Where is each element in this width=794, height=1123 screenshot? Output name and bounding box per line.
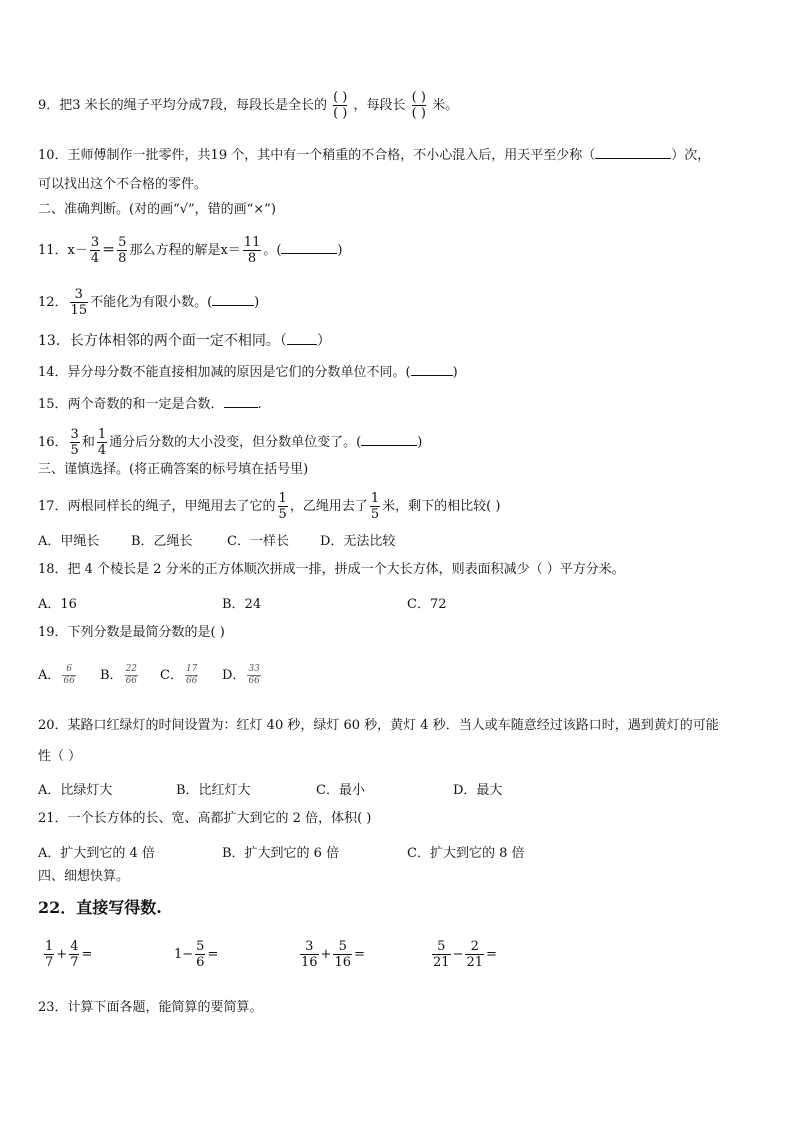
q21-option-b[interactable]: B．扩大到它的 6 倍 [222, 846, 340, 861]
q11-fraction-3: $\frac{11}{8}$ [243, 235, 261, 266]
q13-close: ） [316, 333, 331, 349]
question-15 [38, 394, 262, 414]
question-14 [38, 362, 458, 382]
question-23: 23．计算下面各题，能简算的要简算。 [38, 1000, 263, 1015]
q10-text-b: ）次， [671, 148, 711, 163]
q13-answer-blank[interactable] [287, 331, 317, 345]
q11-answer-blank[interactable] [281, 240, 337, 254]
q13-text: 13．长方体相邻的两个面一定不相同。（ [38, 333, 287, 349]
q10-text-c: 可以找出这个不合格的零件。 [38, 177, 208, 192]
q16-text: 通分后分数的大小没变，但分数单位变了。( [109, 435, 362, 450]
q11-text-c: 。( [263, 243, 282, 258]
q20-option-d[interactable]: D．最大 [453, 783, 503, 798]
q19-option-b[interactable]: B． $\frac{22}{66}$ [100, 664, 138, 686]
section-2-heading: 二、准确判断。(对的画“√”，错的画“×”) [38, 202, 276, 217]
question-13 [38, 331, 331, 350]
q9-text-b: ，每段长 [353, 98, 406, 113]
q20-option-c[interactable]: C．最小 [316, 783, 365, 798]
q19-option-a[interactable]: A． $\frac{6}{66}$ [38, 664, 75, 686]
q16-close: ) [417, 435, 423, 450]
q9-fraction-blank-1[interactable]: $\frac{( )}{( )}$ [333, 90, 348, 121]
q12-number: 12． [38, 295, 68, 310]
q9-fraction-blank-2[interactable]: $\frac{( )}{( )}$ [411, 90, 426, 121]
q14-close: ) [452, 365, 458, 380]
q17-option-b[interactable]: B．乙绳长 [131, 534, 193, 549]
q17-option-c[interactable]: C．一样长 [227, 534, 289, 549]
question-19: 19．下列分数是最简分数的是( ) [38, 625, 225, 640]
q20-option-a[interactable]: A．比绿灯大 [38, 783, 113, 798]
q11-fraction-2: $\frac{5}{8}$ [118, 235, 127, 266]
q22-item-2: 1− $\frac{5}{6}$ = [174, 939, 219, 970]
q15-end: . [257, 397, 262, 412]
q11-fraction-1: $\frac{3}{4}$ [90, 235, 100, 266]
q9-text-c: 米。 [432, 98, 459, 113]
q12-close: ) [254, 295, 260, 310]
q17-option-d[interactable]: D．无法比较 [320, 534, 396, 549]
question-10 [38, 145, 710, 165]
q16-and: 和 [81, 435, 95, 450]
question-9 [38, 90, 458, 121]
question-18: 18．把 4 个棱长是 2 分米的正方体顺次拼成一排，拼成一个大长方体，则表面积减少（ ）平方分米。 [38, 562, 625, 577]
q11-equals: ＝ [102, 243, 116, 258]
question-10-cont [38, 176, 207, 194]
question-11 [38, 236, 343, 265]
section-4-heading: 四、细想快算。 [38, 869, 130, 884]
q16-answer-blank[interactable] [361, 432, 417, 446]
q10-answer-blank[interactable] [595, 145, 671, 159]
q20-option-b[interactable]: B．比红灯大 [176, 783, 251, 798]
question-12 [38, 288, 259, 317]
q17-text-b: ，乙绳用去了 [289, 499, 368, 514]
q9-text-a: 9．把3 米长的绳子平均分成7段，每段长是全长的 [38, 98, 327, 113]
question-16 [38, 428, 422, 457]
q17-fraction-1: $\frac{1}{5}$ [278, 491, 287, 522]
q12-fraction: $\frac{3}{15}$ [70, 287, 88, 318]
q17-text-c: 米，剩下的相比较( ) [382, 499, 501, 514]
question-22: 22．直接写得数. [38, 898, 162, 917]
q22-item-3: $\frac{3}{16}$ + $\frac{5}{16}$ = [301, 939, 365, 970]
q18-option-b[interactable]: B．24 [222, 597, 262, 612]
q12-text: 不能化为有限小数。( [90, 295, 213, 310]
q21-option-c[interactable]: C．扩大到它的 8 倍 [407, 846, 525, 861]
q21-option-a[interactable]: A．扩大到它的 4 倍 [38, 846, 155, 861]
q10-text-a: 10．王师傅制作一批零件，共19 个，其中有一个稍重的不合格，不小心混入后，用天平至少称（ [38, 148, 596, 163]
question-20: 20．某路口红绿灯的时间设置为：红灯 40 秒，绿灯 60 秒，黄灯 4 秒．当人或车随意经过该路口时，遇到黄灯的可能 [38, 718, 719, 733]
q17-option-a[interactable]: A．甲绳长 [38, 534, 100, 549]
q18-option-c[interactable]: C．72 [407, 597, 447, 612]
q14-answer-blank[interactable] [411, 362, 453, 376]
q11-text-a: 11．x－ [38, 243, 88, 258]
q16-number: 16． [38, 435, 68, 450]
q15-answer-blank[interactable] [224, 394, 258, 408]
q22-item-4: $\frac{5}{21}$ − $\frac{2}{21}$ = [433, 939, 497, 970]
q18-option-a[interactable]: A．16 [38, 597, 77, 612]
q19-option-d[interactable]: D． $\frac{33}{66}$ [222, 664, 260, 686]
q14-text: 14．异分母分数不能直接相加减的原因是它们的分数单位不同。( [38, 365, 411, 380]
question-21: 21．一个长方体的长、宽、高都扩大到它的 2 倍，体积( ) [38, 811, 372, 826]
q19-option-c[interactable]: C． $\frac{17}{66}$ [160, 664, 198, 686]
section-3-heading: 三、谨慎选择。(将正确答案的标号填在括号里) [38, 462, 309, 477]
question-20-cont: 性（ ） [38, 749, 82, 764]
q15-text: 15．两个奇数的和一定是合数． [38, 397, 224, 412]
q12-answer-blank[interactable] [212, 292, 254, 306]
q16-fraction-1: $\frac{3}{5}$ [70, 427, 79, 458]
q11-text-b: 那么方程的解是x＝ [129, 243, 241, 258]
q16-fraction-2: $\frac{1}{4}$ [97, 427, 107, 458]
q17-fraction-2: $\frac{1}{5}$ [370, 491, 380, 522]
q11-text-d: ) [337, 243, 343, 258]
q17-text-a: 17．两根同样长的绳子，甲绳用去了它的 [38, 499, 276, 514]
q22-item-1: $\frac{1}{7}$ + $\frac{4}{7}$ = [45, 939, 93, 970]
question-17 [38, 492, 500, 521]
